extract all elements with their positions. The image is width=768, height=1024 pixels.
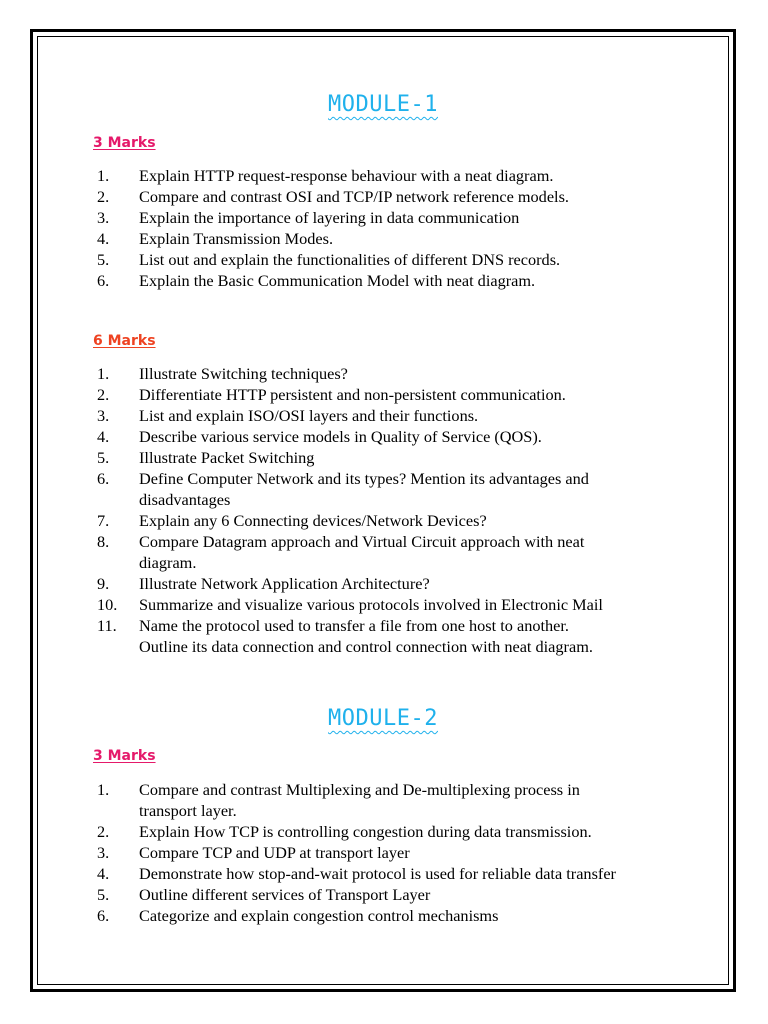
list-item: 3. List and explain ISO/OSI layers and their functions. bbox=[97, 406, 479, 425]
list-item: 4. Describe various service models in Quality of Service (QOS). bbox=[97, 427, 542, 446]
list-item: 2. Explain How TCP is controlling congestion during data transmission. bbox=[97, 822, 592, 841]
module-2-title: MODULE-2 bbox=[328, 706, 438, 731]
list-item: 2. Compare and contrast OSI and TCP/IP network reference models. bbox=[97, 187, 569, 206]
list-item: 5. Outline different services of Transport Layer bbox=[97, 885, 431, 904]
list-item: 9. Illustrate Network Application Architecture? bbox=[97, 574, 430, 593]
list-item: 1. Compare and contrast Multiplexing and De-multiplexing process in transport layer. bbox=[97, 780, 580, 820]
list-item: 6. Categorize and explain congestion control mechanisms bbox=[97, 906, 499, 925]
module-1-3-marks-heading: 3 Marks bbox=[93, 135, 156, 151]
list-item: 4. Explain Transmission Modes. bbox=[97, 229, 334, 248]
list-item: 8. Compare Datagram approach and Virtual Circuit approach with neat diagram. bbox=[97, 532, 585, 572]
list-item: 4. Demonstrate how stop-and-wait protocol is used for reliable data transfer bbox=[97, 864, 616, 883]
list-item: 1. Explain HTTP request-response behaviour with a neat diagram. bbox=[97, 166, 554, 185]
list-item: 2. Differentiate HTTP persistent and non-persistent communication. bbox=[97, 385, 566, 404]
list-item: 5. Illustrate Packet Switching bbox=[97, 448, 315, 467]
list-item: 10. Summarize and visualize various protocols involved in Electronic Mail bbox=[97, 595, 603, 614]
list-item: 5. List out and explain the functionalities of different DNS records. bbox=[97, 250, 561, 269]
list-item: 6. Explain the Basic Communication Model with neat diagram. bbox=[97, 271, 536, 290]
module-2-3-marks-heading: 3 Marks bbox=[93, 748, 156, 764]
document-page bbox=[37, 36, 729, 985]
list-item: 1. Illustrate Switching techniques? bbox=[97, 364, 348, 383]
module-1-title: MODULE-1 bbox=[328, 92, 438, 117]
list-item: 3. Explain the importance of layering in data communication bbox=[97, 208, 520, 227]
module-1-6-marks-heading: 6 Marks bbox=[93, 333, 156, 349]
module-1-3-marks-list bbox=[37, 165, 697, 291]
list-item: 3. Compare TCP and UDP at transport layer bbox=[97, 843, 410, 862]
list-item: 11. Name the protocol used to transfer a file from one host to another. Outline its data connection and control connection with neat diagram. bbox=[97, 616, 593, 656]
list-item: 7. Explain any 6 Connecting devices/Network Devices? bbox=[97, 511, 487, 530]
list-item: 6. Define Computer Network and its types? Mention its advantages and disadvantages bbox=[97, 469, 589, 509]
module-1-6-marks-list bbox=[37, 363, 697, 657]
module-2-3-marks-list bbox=[37, 779, 697, 926]
